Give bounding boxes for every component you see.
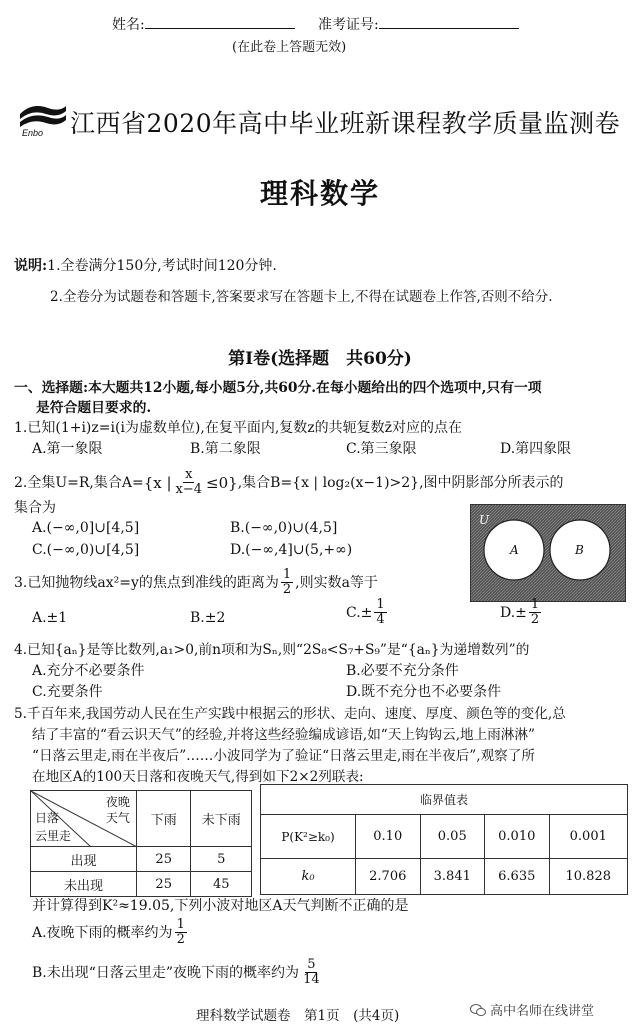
q1-option-b: B.第二象限 bbox=[190, 441, 261, 457]
wechat-icon bbox=[470, 1003, 486, 1017]
q5-option-b: B.未出现“日落云里走”夜晚下雨的概率约为 $\frac{5}{14}$ bbox=[32, 957, 320, 987]
venn-label-b: B bbox=[575, 543, 584, 557]
table-row: P(K²≥k₀) 0.10 0.05 0.010 0.001 bbox=[261, 815, 628, 859]
q3-stem: 3.已知抛物线ax²=y的焦点到准线的距离为 $\frac{1}{2}$ ,则实数a等于 bbox=[14, 567, 378, 597]
header-note: (在此卷上答题无效) bbox=[232, 40, 347, 55]
part-title: 第Ⅰ卷(选择题 共60分) bbox=[228, 349, 412, 369]
q2-option-d: D.(−∞,4]∪(5,+∞) bbox=[230, 542, 353, 558]
q5-option-a: A.夜晚下雨的概率约为 $\frac{1}{2}$ bbox=[32, 917, 185, 947]
q3-option-d: D.± $\frac{1}{2}$ bbox=[500, 597, 540, 627]
instructions-label: 说明: bbox=[14, 258, 48, 274]
exam-no-label: 准考证号: bbox=[318, 17, 379, 33]
section1-line1: 一、选择题:本大题共12小题,每小题5分,共60分.在每小题给出的四个选项中,只有一项 bbox=[14, 380, 542, 396]
q1-option-d: D.第四象限 bbox=[500, 441, 572, 457]
q5-after-text: 并计算得到K²≈19.05,下列小波对地区A天气判断不正确的是 bbox=[32, 898, 409, 914]
venn-diagram bbox=[470, 504, 626, 602]
table-row: k₀ 2.706 3.841 6.635 10.828 bbox=[261, 859, 628, 895]
instructions-line1: 说明:1.全卷满分150分,考试时间120分钟. bbox=[14, 258, 277, 274]
page-footer: 理科数学试题卷 第1页 (共4页) bbox=[196, 1008, 400, 1024]
critical-value-table bbox=[260, 784, 628, 895]
name-field bbox=[112, 14, 295, 34]
q2-option-b: B.(−∞,0)∪(4,5] bbox=[230, 520, 338, 536]
q5-line3: “日落云里走,雨在半夜后”……小波同学为了验证“日落云里走,雨在半夜后”,观察了所 bbox=[32, 748, 535, 764]
q1-option-a: A.第一象限 bbox=[32, 441, 103, 457]
q4-option-b: B.必要不充分条件 bbox=[346, 663, 459, 679]
crit-title: 临界值表 bbox=[261, 785, 628, 815]
q5-line4: 在地区A的100天日落和夜晚天气,得到如下2×2列联表: bbox=[32, 769, 364, 785]
q4-option-a: A.充分不必要条件 bbox=[32, 663, 145, 679]
q3-option-a: A.±1 bbox=[32, 610, 68, 626]
table-header-col2: 未下雨 bbox=[191, 791, 252, 847]
venn-label-u: U bbox=[479, 513, 490, 527]
q2-stem2: 集合为 bbox=[14, 500, 56, 516]
table-row: 出现 25 5 bbox=[31, 847, 252, 872]
q3-option-c: C.± $\frac{1}{4}$ bbox=[346, 597, 385, 627]
contingency-table bbox=[30, 790, 252, 897]
exam-no-field bbox=[318, 14, 519, 34]
instructions-line2: 2.全卷分为试题卷和答题卡,答案要求写在答题卡上,不得在试题卷上作答,否则不给分. bbox=[50, 289, 553, 305]
exam-no-underline bbox=[379, 14, 519, 29]
q5-line1: 5.千百年来,我国劳动人民在生产实践中根据云的形状、走向、速度、厚度、颜色等的变化,总 bbox=[14, 706, 566, 722]
name-label: 姓名: bbox=[112, 17, 145, 33]
table-row: 未出现 25 45 bbox=[31, 872, 252, 897]
q2-fraction: $\frac{x}{x-4}$ bbox=[175, 467, 203, 497]
q1-stem: 1.已知(1+i)z=i(i为虚数单位),在复平面内,复数z的共轭复数z̄对应的点在 bbox=[14, 420, 463, 436]
enbo-logo bbox=[18, 100, 68, 138]
q3-fraction: $\frac{1}{2}$ bbox=[282, 567, 292, 597]
q4-option-d: D.既不充分也不必要条件 bbox=[346, 684, 502, 700]
section1-line2: 是符合题目要求的. bbox=[36, 400, 152, 416]
watermark: 高中名师在线讲堂 bbox=[470, 1000, 594, 1019]
q2-stem: 2.全集U=R,集合A= {x | $\frac{x}{x-4}$ ≤0} ,集合B={x | log₂(x−1)>2},图中阴影部分所表示的 bbox=[14, 467, 564, 497]
q5-line2: 结了丰富的“看云识天气”的经验,并将这些经验编成谚语,如“天上钩钩云,地上雨淋淋” bbox=[32, 727, 535, 743]
table-header-col1: 下雨 bbox=[136, 791, 191, 847]
q2-option-a: A.(−∞,0]∪[4,5] bbox=[32, 520, 140, 536]
exam-title: 江西省2020年高中毕业班新课程教学质量监测卷 bbox=[70, 109, 621, 138]
q3-option-b: B.±2 bbox=[190, 610, 226, 626]
svg-text:Enbo: Enbo bbox=[22, 128, 44, 138]
q1-option-c: C.第三象限 bbox=[346, 441, 417, 457]
venn-label-a: A bbox=[510, 543, 519, 557]
table-corner-cell: 夜晚 日落 天气 云里走 bbox=[31, 791, 137, 847]
name-underline bbox=[145, 14, 295, 29]
q2-option-c: C.(−∞,0)∪[4,5] bbox=[32, 542, 140, 558]
q4-option-c: C.充要条件 bbox=[32, 684, 103, 700]
subject-title: 理科数学 bbox=[259, 177, 380, 210]
q4-stem: 4.已知{aₙ}是等比数列,a₁>0,前n项和为Sₙ,则“2S₈<S₇+S₉”是“{aₙ}为递增数列”的 bbox=[14, 642, 530, 658]
